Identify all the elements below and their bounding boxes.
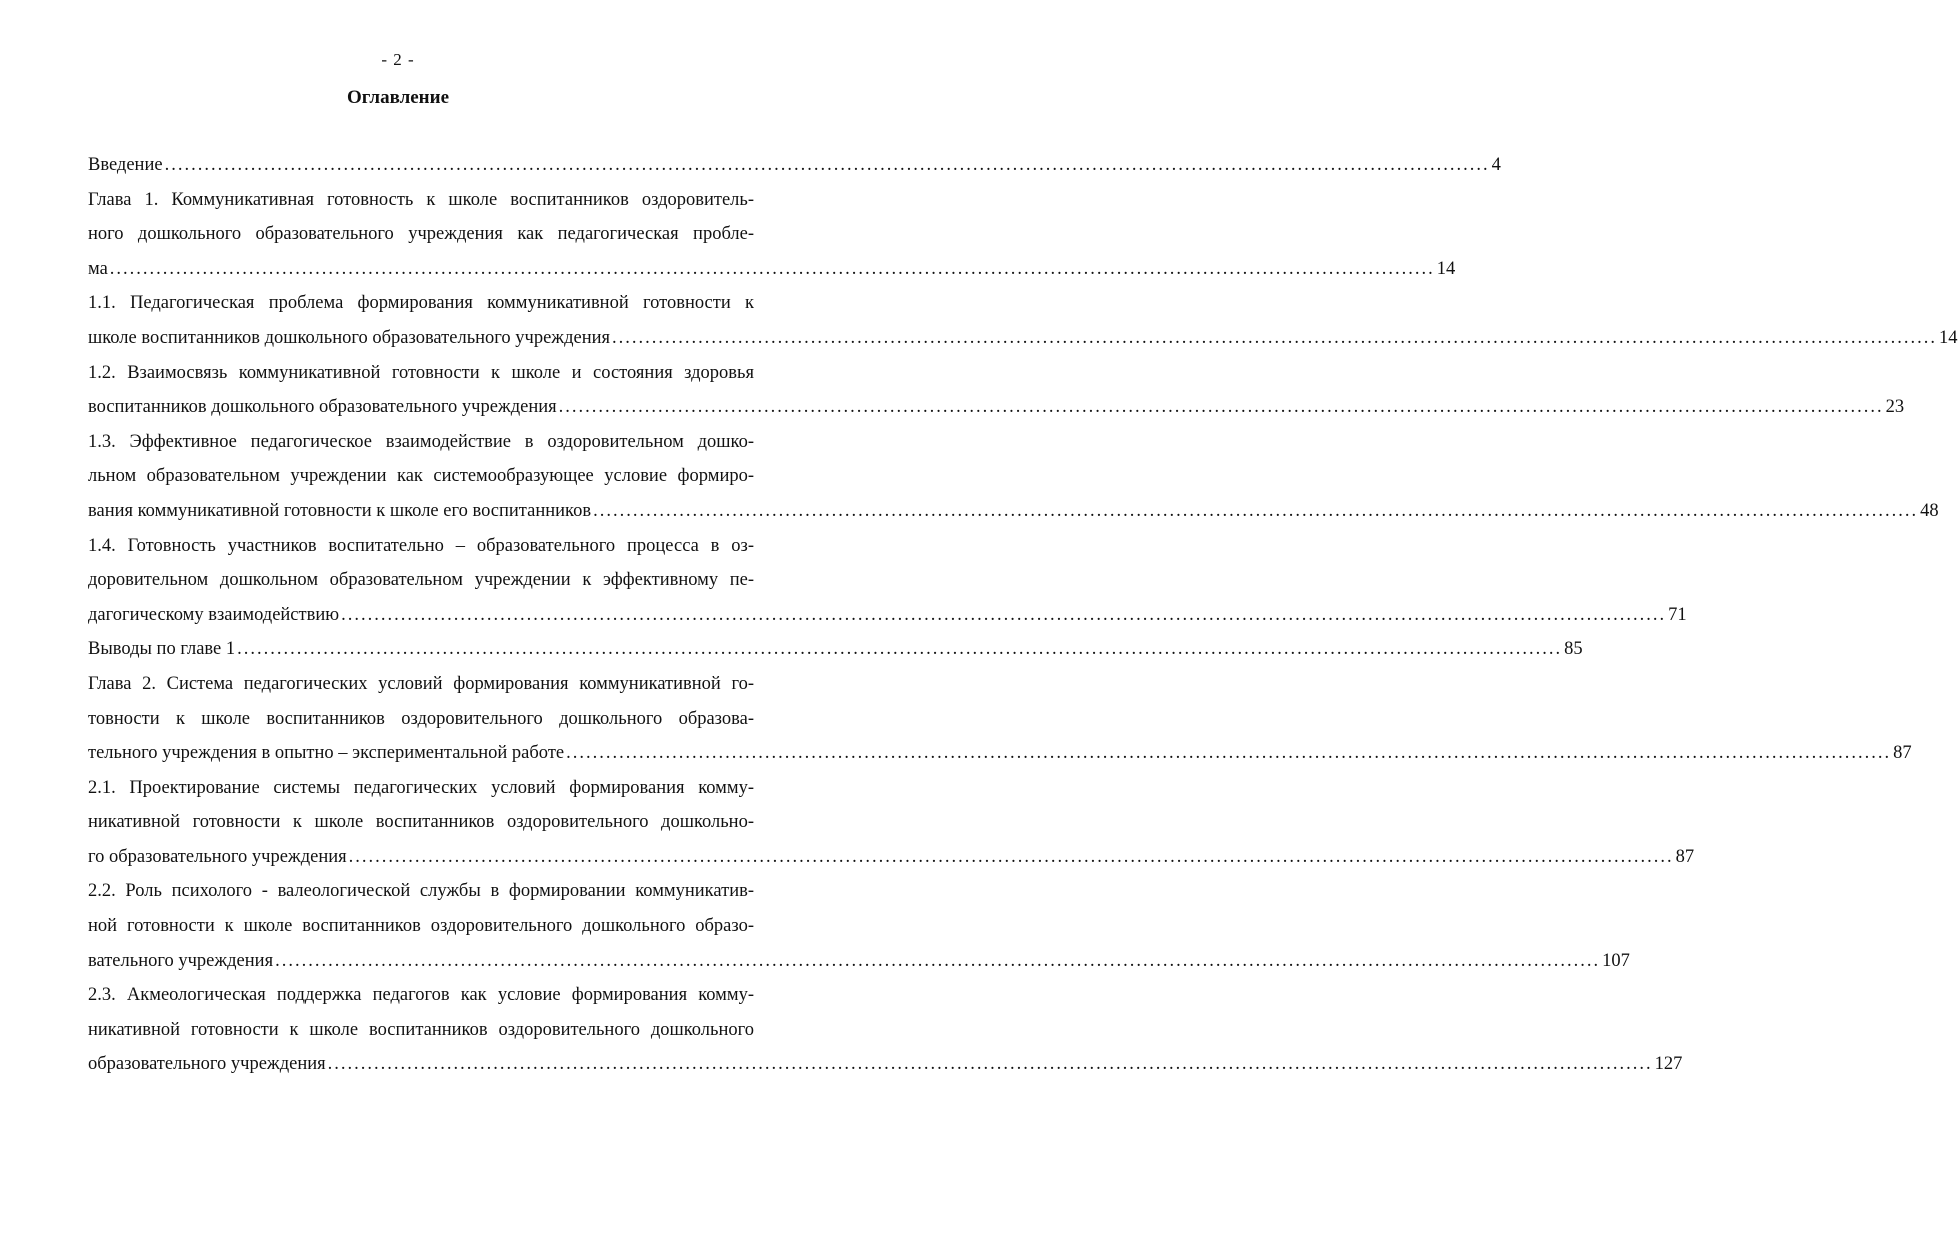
dot-leader: ........................................................................................................................................................................................................	[348, 846, 1674, 867]
toc-entry	[88, 425, 1939, 529]
dot-leader: ........................................................................................................................................................................................................	[558, 397, 1884, 418]
table-of-contents	[88, 148, 1958, 1082]
toc-entry-page: 14	[1939, 327, 1958, 348]
toc-entry-title: вательного учреждения	[88, 950, 274, 971]
toc-entry-page: 85	[1564, 639, 1583, 660]
toc-entry-page: 87	[1893, 743, 1912, 764]
toc-entry-line: 2.2. Роль психолого - валеологической службы в формировании коммуникатив-	[88, 881, 754, 902]
toc-entry	[88, 183, 1456, 287]
toc-entry	[88, 667, 1912, 771]
toc-entry-last-line	[88, 390, 1905, 425]
dot-leader: ........................................................................................................................................................................................................	[327, 1054, 1653, 1075]
toc-entry	[88, 632, 1583, 667]
toc-entry-last-line	[88, 494, 1939, 529]
toc-entry-title: школе воспитанников дошкольного образовательного учреждения	[88, 327, 611, 348]
toc-entry	[88, 356, 1905, 425]
toc-entry-line: Глава 1. Коммуникативная готовность к школе воспитанников оздоровитель-	[88, 189, 754, 210]
toc-entry-line: 2.1. Проектирование системы педагогических условий формирования комму-	[88, 777, 754, 798]
dot-leader: ........................................................................................................................................................................................................	[164, 155, 1490, 175]
toc-entry-page: 23	[1885, 397, 1905, 418]
toc-entry-line: Глава 2. Система педагогических условий формирования коммуникативной го-	[88, 673, 754, 694]
toc-entry	[88, 529, 1687, 633]
toc-entry-title: дагогическому взаимодействию	[88, 604, 340, 625]
toc-entry-line: товности к школе воспитанников оздоровительного дошкольного образова-	[88, 708, 754, 729]
toc-entry-last-line	[88, 252, 1456, 287]
toc-entry-last-line	[88, 632, 1583, 667]
toc-entry-page: 4	[1491, 155, 1501, 175]
toc-entry-last-line	[88, 321, 1958, 356]
toc-entry-line: 1.3. Эффективное педагогическое взаимодействие в оздоровительном дошко-	[88, 431, 754, 452]
toc-entry-line: доровительном дошкольном образовательном учреждении к эффективному пе-	[88, 570, 754, 591]
toc-entry-title: воспитанников дошкольного образовательного учреждения	[88, 397, 557, 418]
page-title: Оглавление	[346, 87, 450, 108]
toc-entry	[88, 148, 1501, 183]
page-number: - 2 -	[381, 50, 415, 69]
toc-entry-page: 107	[1602, 950, 1630, 971]
dot-leader: ........................................................................................................................................................................................................	[275, 950, 1601, 971]
dot-leader: ........................................................................................................................................................................................................	[566, 743, 1892, 764]
toc-entry-line: 1.4. Готовность участников воспитательно – образовательного процесса в оз-	[88, 535, 754, 556]
dot-leader: ........................................................................................................................................................................................................	[237, 639, 1563, 660]
toc-entry-last-line	[88, 944, 1630, 979]
toc-entry-line: 1.2. Взаимосвязь коммуникативной готовности к школе и состояния здоровья	[88, 362, 754, 383]
dot-leader: ........................................................................................................................................................................................................	[341, 604, 1667, 625]
dot-leader: ........................................................................................................................................................................................................	[109, 258, 1435, 279]
toc-entry-title: вания коммуникативной готовности к школе его воспитанников	[88, 500, 592, 521]
dot-leader: ........................................................................................................................................................................................................	[612, 327, 1938, 348]
toc-entry-line: 1.1. Педагогическая проблема формирования коммуникативной готовности к	[88, 293, 754, 314]
toc-entry-title: Выводы по главе 1	[88, 639, 236, 660]
toc-entry-title: ма	[88, 258, 108, 279]
toc-entry-last-line	[88, 736, 1912, 771]
toc-entry-line: ной готовности к школе воспитанников оздоровительного дошкольного образо-	[88, 916, 754, 937]
toc-entry-page: 127	[1654, 1054, 1683, 1075]
toc-entry	[88, 978, 1683, 1082]
toc-entry-title: тельного учреждения в опытно – экспериментальной работе	[88, 743, 565, 764]
toc-entry-page: 48	[1920, 500, 1939, 521]
toc-entry-page: 14	[1436, 258, 1456, 279]
toc-entry-last-line	[88, 1047, 1683, 1082]
toc-entry-title: образовательного учреждения	[88, 1054, 326, 1075]
toc-entry-last-line	[88, 148, 1501, 183]
toc-entry-page: 87	[1675, 846, 1695, 867]
toc-entry-line: никативной готовности к школе воспитанников оздоровительного дошкольно-	[88, 812, 754, 833]
toc-entry	[88, 874, 1630, 978]
toc-entry-line: 2.3. Акмеологическая поддержка педагогов как условие формирования комму-	[88, 985, 754, 1006]
toc-entry-line: льном образовательном учреждении как системообразующее условие формиро-	[88, 466, 754, 487]
toc-entry-line: ного дошкольного образовательного учреждения как педагогическая пробле-	[88, 224, 754, 245]
toc-entry	[88, 286, 1958, 355]
toc-entry-title: го образовательного учреждения	[88, 846, 347, 867]
toc-entry-last-line	[88, 840, 1695, 875]
toc-entry-line: никативной готовности к школе воспитанников оздоровительного дошкольного	[88, 1019, 754, 1040]
dot-leader: ........................................................................................................................................................................................................	[593, 500, 1919, 521]
toc-entry	[88, 771, 1695, 875]
toc-entry-page: 71	[1668, 604, 1687, 625]
toc-entry-last-line	[88, 598, 1687, 633]
toc-entry-title: Введение	[88, 155, 163, 175]
